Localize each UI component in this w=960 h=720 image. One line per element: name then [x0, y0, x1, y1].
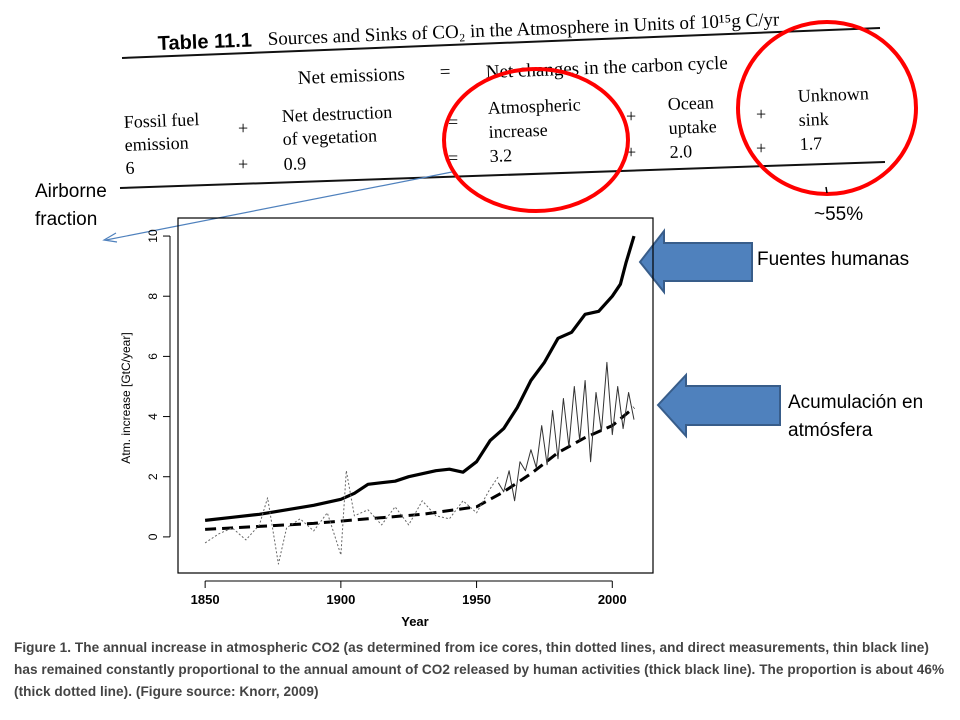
series-line-thin-dotted — [205, 471, 498, 564]
col2-line1: Net destruction — [281, 101, 393, 126]
y-tick-label: 8 — [146, 292, 160, 300]
col5-line1: Unknown — [797, 83, 870, 106]
equation-equals: = — [439, 61, 451, 83]
col1-line1: Fossil fuel — [123, 109, 200, 132]
y-tick-label: 6 — [146, 353, 160, 360]
accumulation-arrow — [658, 375, 780, 436]
plot-frame — [178, 218, 653, 573]
y-axis — [146, 229, 170, 540]
series-line-thin-solid — [498, 362, 634, 500]
unknown-sink-circle — [738, 22, 916, 194]
percent-label: ~55% — [814, 204, 864, 225]
accum-line1: Acumulación en — [788, 392, 924, 413]
col5-line2: sink — [798, 108, 830, 130]
y-tick-label: 10 — [146, 229, 160, 243]
atmospheric-increase-circle — [444, 69, 628, 211]
net-changes-label: Net changes in the carbon cycle — [485, 52, 729, 83]
plus-3b: + — [626, 142, 637, 162]
x-tick-label: 1950 — [462, 592, 492, 607]
co2-chart — [100, 200, 660, 640]
airborne-line1: Airborne — [35, 181, 107, 202]
x-tick-label: 1850 — [190, 592, 220, 607]
y-axis-label: Atm. increase [GtC/year] — [119, 332, 133, 464]
col3-value: 3.2 — [489, 145, 513, 166]
airborne-line2: fraction — [35, 209, 98, 230]
percent-tick — [826, 187, 827, 193]
col5-value: 1.7 — [799, 133, 823, 154]
accumulation-label — [788, 389, 923, 445]
plus-3a: + — [626, 106, 637, 126]
equals-2b: = — [448, 148, 459, 168]
col2-line2: of vegetation — [282, 125, 378, 149]
series-layer — [205, 236, 634, 564]
plus-4b: + — [756, 138, 767, 158]
table-title: Sources and Sinks of CO₂ in the Atmosphere in Units of 10¹⁵g C/yr — [267, 9, 780, 50]
y-tick-label: 2 — [146, 473, 160, 481]
figure-caption: Figure 1. The annual increase in atmospheric CO2 (as determined from ice cores, thin dotted lines, and direct measurements, thin black line) has remained constantly proportional to the annual amount of CO2 released by human activities (thick black line). The proportion is about 46% (thick dotted line). (Figure source: Knorr, 2009) — [14, 640, 945, 699]
col1-value: 6 — [125, 157, 135, 178]
x-tick-label: 1900 — [326, 592, 356, 607]
col3-line1: Atmospheric — [487, 94, 582, 118]
col2-value: 0.9 — [283, 153, 307, 174]
y-tick-label: 4 — [146, 413, 160, 420]
x-axis — [191, 581, 627, 607]
net-emissions-label: Net emissions — [297, 63, 406, 89]
accum-line2: atmósfera — [788, 420, 873, 441]
col4-line1: Ocean — [667, 92, 715, 114]
equals-2a: = — [448, 112, 459, 132]
x-axis-label: Year — [401, 614, 429, 629]
plus-4a: + — [756, 104, 767, 124]
human-sources-label: Fuentes humanas — [757, 249, 910, 270]
series-line-thick-solid — [205, 236, 634, 520]
x-tick-label: 2000 — [597, 592, 627, 607]
col3-line2: increase — [488, 119, 549, 142]
table-label: Table 11.1 — [157, 29, 253, 55]
plus-1b: + — [238, 154, 249, 174]
y-tick-label: 0 — [146, 533, 160, 541]
airborne-fraction-label — [35, 178, 107, 234]
col1-line2: emission — [124, 132, 190, 155]
plus-1a: + — [238, 118, 249, 138]
col4-line2: uptake — [668, 116, 718, 138]
col4-value: 2.0 — [669, 141, 693, 162]
